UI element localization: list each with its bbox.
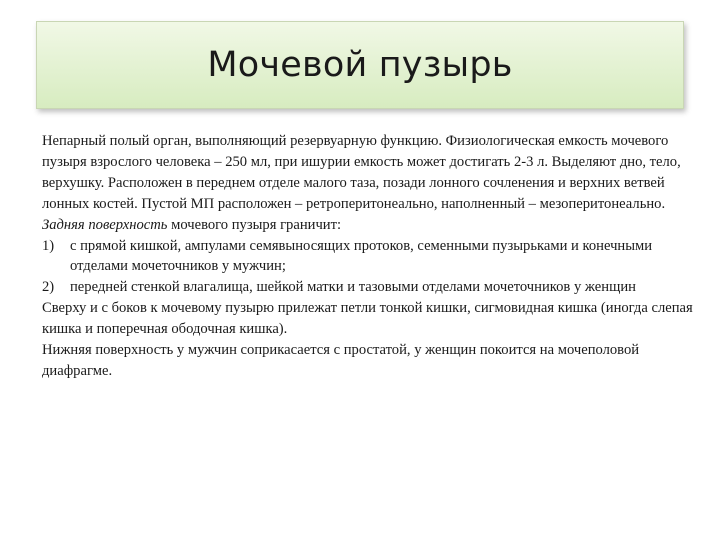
bottom-surface-paragraph: Нижняя поверхность у мужчин соприкасается с простатой, у женщин покоится на мочеполовой диафрагме. xyxy=(42,342,640,379)
top-relations-paragraph: Сверху и с боков к мочевому пузырю прилежат петли тонкой кишки, сигмовидная кишка (иногда слепая кишка и поперечная ободочная кишка). xyxy=(42,300,693,338)
title-banner xyxy=(36,21,684,109)
list-item-text: передней стенкой влагалища, шейкой матки и тазовыми отделами мочеточников у женщин xyxy=(70,279,636,296)
intro-text: Непарный полый орган, выполняющий резервуарную функцию. Физиологическая емкость мочевого пузыря взрослого человека – 250 мл, при ишурии емкость может достигать 2-3 л. Выделяют дно, тело, верхушку. Расположен в переднем отделе малого таза, позади лонного сочленения и верхних ветвей лонных костей. Пустой МП расположен – ретроперитонеально, наполненный – мезоперитонеально. xyxy=(42,133,681,212)
slide-body xyxy=(42,131,694,382)
list-number: 1) xyxy=(42,237,55,254)
list-number: 2) xyxy=(42,279,55,296)
intro-paragraph xyxy=(42,131,694,236)
list-item xyxy=(42,277,694,298)
intro-italic-text: Задняя поверхность xyxy=(42,216,168,233)
list-item xyxy=(42,236,694,278)
slide-title: Мочевой пузырь xyxy=(207,45,513,85)
intro-text-end: мочевого пузыря граничит: xyxy=(167,216,342,233)
list-item-text: с прямой кишкой, ампулами семявыносящих протоков, семенными пузырьками и конечными отделами мочеточников у мужчин; xyxy=(70,237,653,275)
